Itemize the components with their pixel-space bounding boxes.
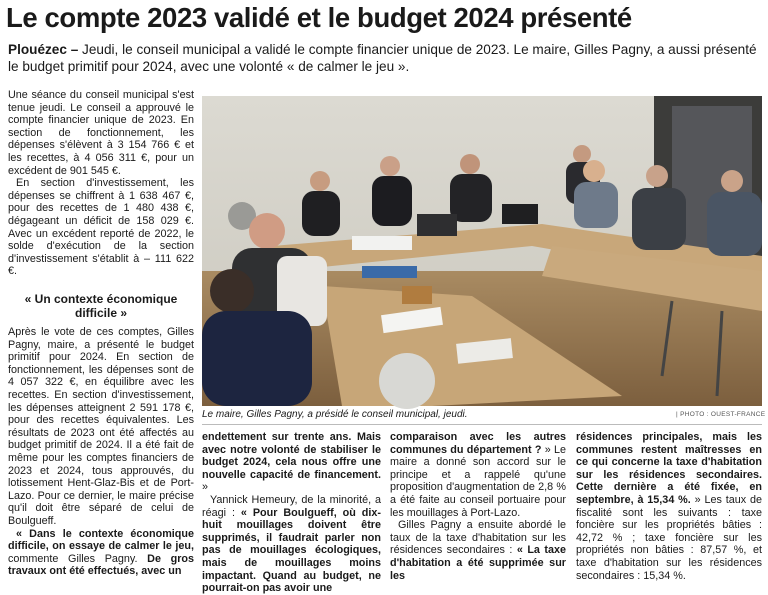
- lead-place: Plouézec –: [8, 42, 83, 57]
- divider: [202, 424, 762, 425]
- body-column-1: [8, 89, 194, 278]
- subheading: « Un contexte économique difficile »: [24, 292, 178, 320]
- text: Gilles Pagny a ensuite abordé le taux de la taxe d'habitation sur les résidences secondaires :: [390, 519, 566, 557]
- paragraph: [8, 528, 194, 578]
- body-column-1-continued: [8, 292, 194, 578]
- paragraph: [390, 431, 566, 519]
- text: » Le maire a donné son accord sur le principe et a rappelé qu'une proposition d'augmentation de 2,8 % a été faite au conseil portuaire pour les mouillages à Port-Lazo.: [390, 443, 566, 519]
- body-column-3: [390, 431, 566, 582]
- council-meeting-photo: [202, 96, 762, 406]
- headline: Le compte 2023 validé et le budget 2024 présenté: [6, 2, 632, 33]
- paragraph: En section d'investissement, les dépenses se chiffrent à 1 638 467 €, pour des recettes de 1 480 438 €, dégageant un déficit de 158 029 €. Avec un excédent reporté de 2022, le solde d'exécution de la section d'investissement s'établit à – 111 622 €.: [8, 177, 194, 278]
- photo-illustration: [202, 96, 762, 406]
- quote-text: endettement sur trente ans. Mais avec notre volonté de stabiliser le budget 2024, cela nous offre une nouvelle capacité de financement.: [202, 431, 381, 481]
- photo-credit: | PHOTO : OUEST-FRANCE: [676, 411, 766, 418]
- lead-paragraph: [8, 41, 760, 75]
- text: Yannick Hemeury, de la minorité, a réagi :: [202, 493, 381, 519]
- text: » Les taux de fiscalité sont les suivants : taxe foncière sur les propriétés bâties : 42,72 % ; taxe foncière sur les propriétés non bâties : 87,57 %, et taxe d'habitation sur les résidences secondaires : 15,34 %.: [576, 493, 762, 582]
- quote-text: résidences principales, mais les communes restent maîtresses en ce qui concerne la taxe d'habitation sur les résidences secondaires. Cette dernière a été fixée, en septembre, à 15,34 %.: [576, 431, 762, 506]
- text: commente Gilles Pagny.: [8, 552, 148, 565]
- paragraph: [202, 431, 381, 494]
- quote-text: « Dans le contexte économique difficile, on essaye de calmer le jeu,: [8, 527, 194, 553]
- quote-text: comparaison avec les autres communes du département ?: [390, 431, 566, 456]
- quote-text: De gros travaux ont été effectués, avec un: [8, 552, 194, 578]
- paragraph: [576, 431, 762, 582]
- body-column-4: [576, 431, 762, 582]
- quote-text: « Pour Boulgueff, où dix-huit mouillages doivent être supprimés, il faudrait parler non pas de mouillages écologiques, mais de mouillages moins impactant. Quand au budget, ne pourrait-on pas avoir une: [202, 506, 381, 595]
- photo-caption: Le maire, Gilles Pagny, a présidé le conseil municipal, jeudi.: [202, 409, 468, 420]
- paragraph: Après le vote de ces comptes, Gilles Pagny, maire, a présenté le budget primitif pour 2024. En section de fonctionnement, les dépenses sont de 4 057 322 €, en équilibre avec les recettes. En section d'investissement, les dépenses atteignent 2 591 178 €, pour des recettes équivalentes. Les résultats de 2023 ont été affectés au budget primitif de 2024. Il a été fait de même pour les comptes financiers de 2023 et 2024, tous approuvés, du lotissement Hent-Glaz-Bis et de Port-Lazo. Pour ce dernier, le maire précise qu'il doit être séparé de celui de Boulgueff.: [8, 326, 194, 527]
- paragraph: Une séance du conseil municipal s'est tenue jeudi. Le conseil a approuvé le compte financier unique de 2023. En section de fonctionnement, les dépenses s'élèvent à 3 154 766 € et les recettes, à 4 056 311 €, pour un excédent de 901 545 €.: [8, 89, 194, 177]
- quote-text: « La taxe d'habitation a été supprimée sur les: [390, 544, 566, 582]
- text: »: [202, 481, 209, 494]
- lead-text: Jeudi, le conseil municipal a validé le compte financier unique de 2023. Le maire, Gilles Pagny, a aussi présenté le budget primitif pour 2024, avec une volonté « de calmer le jeu ».: [8, 42, 757, 74]
- paragraph: [390, 519, 566, 582]
- body-column-2: [202, 431, 381, 595]
- paragraph: [202, 494, 381, 595]
